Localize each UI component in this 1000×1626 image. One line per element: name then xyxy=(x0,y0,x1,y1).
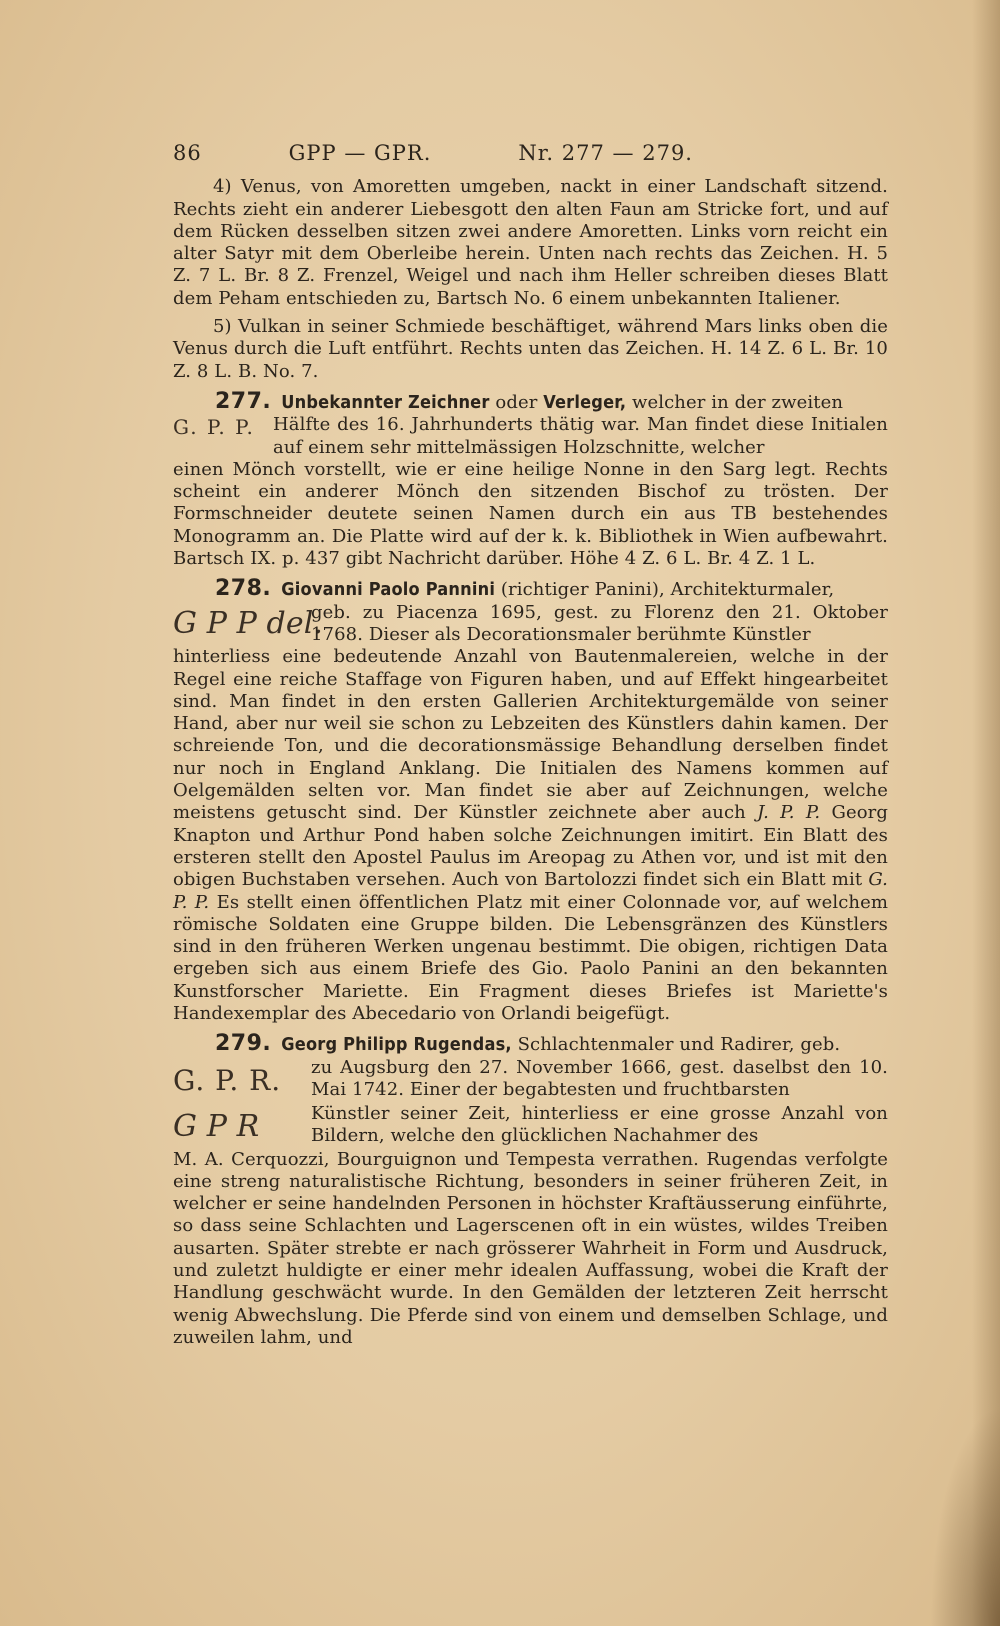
body-part-b: Georg Knapton und Arthur Pond haben solche Zeichnungen imitirt. Ein Blatt des ersteren stellt den Apostel Paulus im Areopag zu Athen vor, und ist mit den obigen Buchstaben versehen. Auch von Bartolozzi findet sich ein Blatt mit xyxy=(173,802,889,891)
entry-heading-rest: welcher in der zweiten xyxy=(626,391,844,413)
entry-278-heading xyxy=(173,578,888,601)
entry-277-heading xyxy=(173,388,888,414)
page-number: 86 xyxy=(173,141,202,165)
initials-gpp: G. P. P. xyxy=(173,869,888,913)
mark-side-text: Künstler seiner Zeit, hinterliess er eine grosse Anzahl von Bildern, welche den glücklichen Nachahmer des xyxy=(311,1102,888,1146)
entry-name: Giovanni Paolo Pannini xyxy=(281,579,496,601)
intro-item-5: 5) Vulkan in seiner Schmiede beschäftiget, während Mars links oben die Venus durch die Luft entführt. Rechts unten das Zeichen. H. 14 Z. 6 L. Br. 10 Z. 8 L. B. No. 7. xyxy=(173,316,888,382)
entry-279-body: M. A. Cerquozzi, Bourguignon und Tempesta verrathen. Rugendas verfolgte eine streng naturalistische Richtung, besonders in seiner früheren Zeit, in welcher er seine handelnden Personen in höchster Kraftäusserung einführte, so dass seine Schlachten und Lagerscenen oft in ein wüstes, wildes Treiben ausarten. Später strebte er nach grösserer Wahrheit in Form und Ausdruck, und zuletzt huldigte er einer mehr idealen Auffassung, wobei die Kraft der Handlung geschwächt wurde. In den Gemälden der letzteren Zeit herrscht wenig Abwechslung. Die Pferde sind von einem und demselben Schlage, und zuweilen lahm, und xyxy=(173,1148,888,1348)
monogram-mark: G. P. R. xyxy=(173,1063,282,1097)
entry-278-body xyxy=(173,646,888,1025)
entry-number: 278. xyxy=(215,576,272,602)
initials-jpp: J. P. P. xyxy=(757,802,821,824)
entry-range: Nr. 277 — 279. xyxy=(518,141,693,165)
entry-heading-rest: Schlachtenmaler und Radirer, geb. xyxy=(511,1034,841,1056)
entry-279 xyxy=(173,1033,888,1349)
entry-279-mark-block-1 xyxy=(173,1057,888,1103)
page-corner-shadow xyxy=(930,1406,1000,1626)
running-title: GPP — GPR. xyxy=(288,141,432,165)
entry-number: 279. xyxy=(215,1031,272,1057)
intro-item-4: 4) Venus, von Amoretten umgeben, nackt in einer Landschaft sitzend. Rechts zieht ein anderer Liebesgott den alten Faun am Stricke fort, und auf dem Rücken desselben sitzen zwei andere Amoretten. Links vorn reicht ein alter Satyr mit dem Oberleibe herein. Unten nach rechts das Zeichen. H. 5 Z. 7 L. Br. 8 Z. Frenzel, Weigel und nach ihm Heller schreiben dieses Blatt dem Peham entschieden zu, Bartsch No. 6 einem unbekannten Italiener. xyxy=(173,176,888,309)
mark-side-text: Hälfte des 16. Jahrhunderts thätig war. Man findet diese Initialen auf einem sehr mittelmässigen Holzschnitte, welcher xyxy=(273,414,888,458)
entry-278 xyxy=(173,578,888,1025)
mark-side-text: zu Augsburg den 27. November 1666, gest. daselbst den 10. Mai 1742. Einer der begabtesten und fruchtbarsten xyxy=(311,1056,888,1100)
page-text xyxy=(173,142,888,1355)
entry-278-mark-block xyxy=(173,602,888,647)
monogram-mark: G. P. P. xyxy=(173,415,255,440)
entry-name-2: Verleger, xyxy=(543,391,627,413)
monogram-mark: G P P del. xyxy=(173,605,324,641)
entry-279-heading xyxy=(173,1033,888,1056)
page-edge-shadow xyxy=(972,0,1000,1626)
entry-279-mark-block-2 xyxy=(173,1103,888,1149)
entry-name-connector: oder xyxy=(489,391,544,413)
entry-heading-rest: (richtiger Panini), Architekturmaler, xyxy=(495,579,835,601)
mark-side-text: geb. zu Piacenza 1695, gest. zu Florenz den 21. Oktober 1768. Dieser als Decorationsmaler berühmte Künstler xyxy=(311,601,888,645)
body-part-c: Es stellt einen öffentlichen Platz mit einer Colonnade vor, auf welchem römische Soldaten eine Gruppe bilden. Die Lebensgränzen des Künstlers sind in den früheren Werken ungenau bestimmt. Die obigen, richtigen Data ergeben sich aus einem Briefe des Gio. Paolo Panini an den bekannten Kunstforscher Mariette. Ein Fragment dieses Briefes ist Mariette's Handexemplar des Abecedario von Orlandi beigefügt. xyxy=(173,891,889,1024)
monogram-mark-script: G P R xyxy=(173,1108,260,1144)
running-header xyxy=(173,142,693,164)
entry-number: 277. xyxy=(215,388,272,414)
entry-name: Georg Philipp Rugendas, xyxy=(281,1034,512,1056)
entry-277 xyxy=(173,388,888,570)
entry-277-mark-block xyxy=(173,414,888,459)
entry-277-body: einen Mönch vorstellt, wie er eine heilige Nonne in den Sarg legt. Rechts scheint ein anderer Mönch den sitzenden Bischof zu trösten. Der Formschneider deutete seinen Namen durch ein aus TB bestehendes Monogramm an. Die Platte wird auf der k. k. Bibliothek in Wien aufbewahrt. Bartsch IX. p. 437 gibt Nachricht darüber. Höhe 4 Z. 6 L. Br. 4 Z. 1 L. xyxy=(173,458,888,570)
body-part-a: hinterliess eine bedeutende Anzahl von Bautenmalereien, welche in der Regel eine reiche Staffage von Figuren haben, und auf Effekt hingearbeitet sind. Man findet in den ersten Gallerien Architekturgemälde von seiner Hand, aber nur weil sie schon zu Lebzeiten des Künstlers dahin kamen. Der schreiende Ton, und die decorationsmässige Behandlung derselben findet nur noch in England Anklang. Die Initialen des Namens kommen auf Oelgemälden selten vor. Man findet sie aber auf Zeichnungen, welche meistens getuscht sind. Der Künstler zeichnete aber auch xyxy=(173,646,888,824)
entry-name: Unbekannter Zeichner xyxy=(281,391,490,413)
